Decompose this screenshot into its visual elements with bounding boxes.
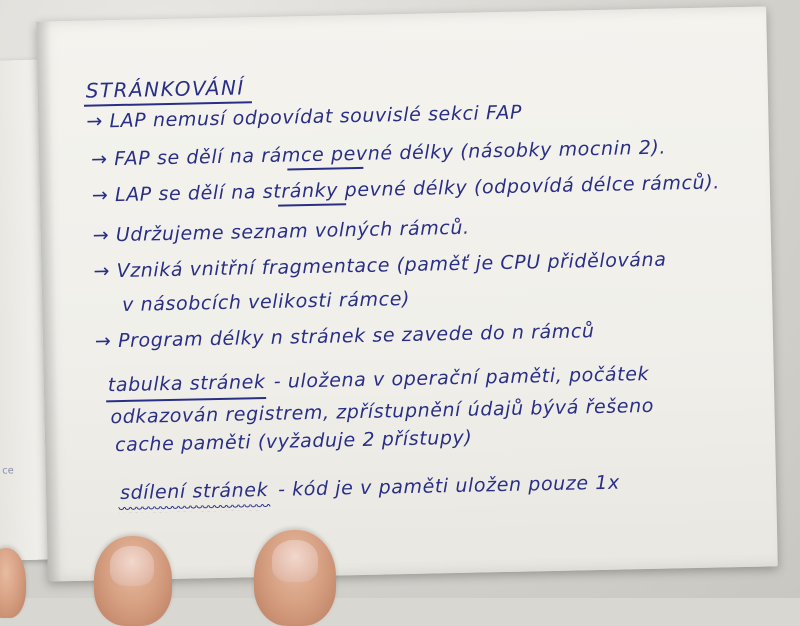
tabulka-underline <box>106 397 266 402</box>
tabulka-line-1: - uložena v operační paměti, počátek <box>273 362 650 393</box>
right-thumb <box>254 530 336 626</box>
right-thumbnail <box>272 540 318 582</box>
left-thumbnail <box>110 546 154 586</box>
tabulka-line-3: cache paměti (vyžaduje 2 přístupy) <box>114 426 473 457</box>
stranky-underline <box>278 203 346 206</box>
note-line-3: → LAP se dělí na stránky pevné délky (odpovídá délce rámců). <box>91 171 721 207</box>
sdileni-term: sdílení stránek <box>119 478 269 505</box>
note-line-1: → LAP nemusí odpovídat souvislé sekci FAP <box>86 101 523 133</box>
page-title: STRÁNKOVÁNÍ <box>85 75 246 103</box>
tabulka-line-2: odkazován registrem, zpřístupnění údajů bývá řešeno <box>110 394 655 429</box>
previous-page-text: ce <box>2 465 15 477</box>
sdileni-wavy-underline <box>118 504 270 513</box>
note-line-4: → Udržujeme seznam volných rámců. <box>92 216 470 247</box>
note-line-2: → FAP se dělí na rámce pevné délky (násobky mocnin 2). <box>90 136 667 171</box>
note-line-5: → Vzniká vnitřní fragmentace (paměť je CPU přidělována <box>93 248 667 283</box>
sdileni-text: - kód je v paměti uložen pouze 1x <box>277 471 621 501</box>
note-line-6: v násobcích velikosti rámce) <box>121 287 411 316</box>
note-line-7: → Program délky n stránek se zavede do n rámců <box>94 320 595 353</box>
ramce-underline <box>287 167 363 171</box>
left-thumb <box>94 536 172 626</box>
notebook-page <box>36 6 778 581</box>
tabulka-term: tabulka stránek <box>107 370 266 397</box>
